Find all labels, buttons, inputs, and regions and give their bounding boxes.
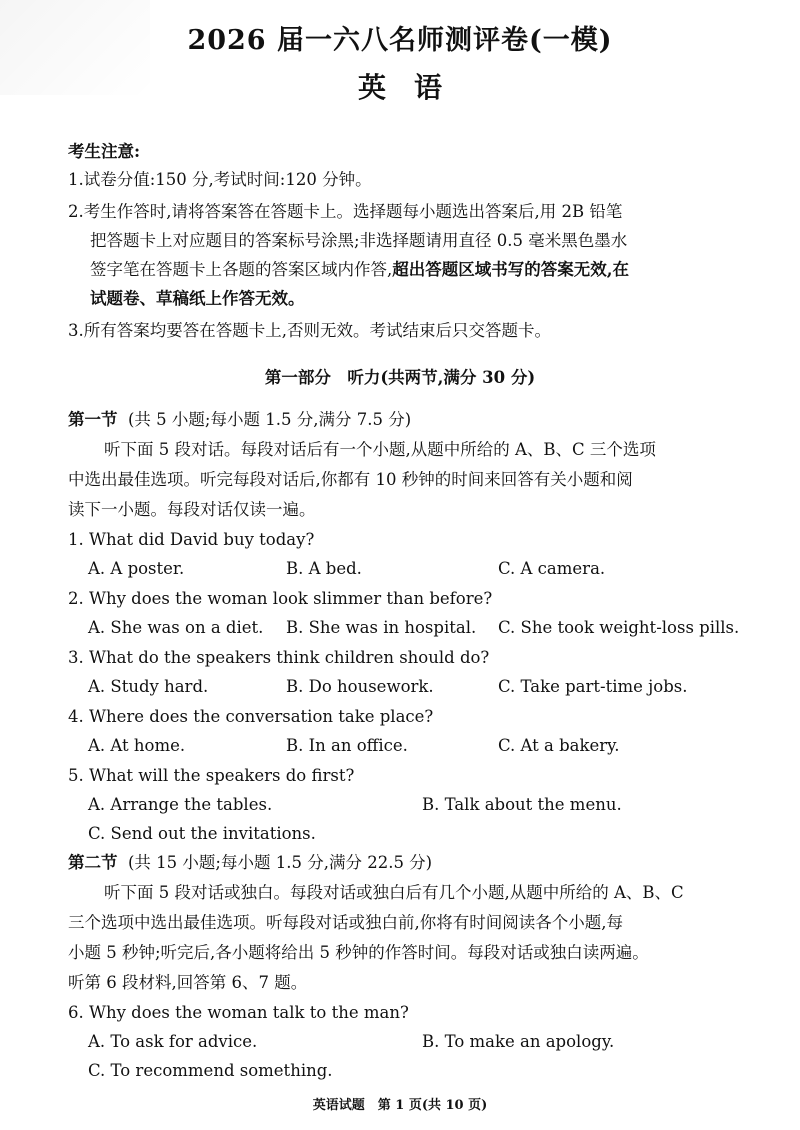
- part-1-title: 第一部分 听力(共两节,满分 30 分): [264, 368, 536, 387]
- exam-title: 2026 届一六八名师测评卷(一模): [187, 25, 613, 56]
- notice-item-2-line-4: 试题卷、草稿纸上作答无效。: [90, 289, 305, 308]
- question-1: 1. What did David buy today?: [68, 530, 315, 549]
- question-2: 2. Why does the woman look slimmer than before?: [68, 589, 493, 608]
- section-2-info: (共 15 小题;每小题 1.5 分,满分 22.5 分): [128, 853, 433, 872]
- question-3-option-b: B. Do housework.: [286, 677, 434, 696]
- question-4-option-b: B. In an office.: [286, 736, 408, 755]
- question-3-option-a: A. Study hard.: [88, 677, 209, 696]
- question-6: 6. Why does the woman talk to the man?: [68, 1003, 409, 1022]
- section-2-instruction-line-4: 听第 6 段材料,回答第 6、7 题。: [68, 973, 308, 992]
- section-2-instruction-line-1: 听下面 5 段对话或独白。每段对话或独白后有几个小题,从题中所给的 A、B、C: [104, 883, 684, 902]
- question-4-option-c: C. At a bakery.: [498, 736, 620, 755]
- question-2-option-c: C. She took weight-loss pills.: [498, 618, 740, 637]
- notice-item-2-line-3-bold: 超出答题区域书写的答案无效,在: [392, 260, 629, 279]
- question-1-option-b: B. A bed.: [286, 559, 362, 578]
- notice-item-2-line-3: [90, 258, 629, 282]
- question-4-option-a: A. At home.: [88, 736, 186, 755]
- section-1-header: [68, 408, 411, 432]
- section-1-instruction-line-3: 读下一小题。每段对话仅读一遍。: [68, 500, 316, 519]
- section-1-instruction-line-2: 中选出最佳选项。听完每段对话后,你都有 10 秒钟的时间来回答有关小题和阅: [68, 470, 633, 489]
- notice-item-2-line-1: 2.考生作答时,请将答案答在答题卡上。选择题每小题选出答案后,用 2B 铅笔: [68, 202, 623, 221]
- question-6-option-c: C. To recommend something.: [88, 1061, 333, 1080]
- notice-heading: 考生注意:: [68, 142, 141, 161]
- question-5-option-b: B. Talk about the menu.: [422, 795, 622, 814]
- section-1-info: (共 5 小题;每小题 1.5 分,满分 7.5 分): [128, 410, 412, 429]
- question-3: 3. What do the speakers think children should do?: [68, 648, 490, 667]
- section-2-header: [68, 851, 432, 875]
- question-2-option-b: B. She was in hospital.: [286, 618, 477, 637]
- question-5: 5. What will the speakers do first?: [68, 766, 355, 785]
- question-1-option-a: A. A poster.: [88, 559, 185, 578]
- notice-item-2-line-2: 把答题卡上对应题目的答案标号涂黑;非选择题请用直径 0.5 毫米黑色墨水: [90, 231, 628, 250]
- notice-item-1: 1.试卷分值:150 分,考试时间:120 分钟。: [68, 170, 372, 189]
- question-6-option-a: A. To ask for advice.: [88, 1032, 258, 1051]
- question-5-option-c: C. Send out the invitations.: [88, 824, 316, 843]
- question-3-option-c: C. Take part-time jobs.: [498, 677, 688, 696]
- section-1-instruction-line-1: 听下面 5 段对话。每段对话后有一个小题,从题中所给的 A、B、C 三个选项: [104, 440, 656, 459]
- section-2-instruction-line-2: 三个选项中选出最佳选项。听每段对话或独白前,你将有时间阅读各个小题,每: [68, 913, 623, 932]
- section-1-heading: 第一节: [68, 410, 118, 429]
- subject-title: 英语: [357, 71, 470, 104]
- section-2-instruction-line-3: 小题 5 秒钟;听完后,各小题将给出 5 秒钟的作答时间。每段对话或独白读两遍。: [68, 943, 649, 962]
- question-5-option-a: A. Arrange the tables.: [88, 795, 273, 814]
- question-6-option-b: B. To make an apology.: [422, 1032, 615, 1051]
- question-1-option-c: C. A camera.: [498, 559, 606, 578]
- question-4: 4. Where does the conversation take place?: [68, 707, 434, 726]
- notice-item-2-line-3-normal: 签字笔在答题卡上各题的答案区域内作答,: [90, 260, 393, 279]
- notice-item-3: 3.所有答案均要答在答题卡上,否则无效。考试结束后只交答题卡。: [68, 321, 551, 340]
- page-footer: 英语试题 第 1 页(共 10 页): [312, 1098, 488, 1113]
- section-2-heading: 第二节: [68, 853, 118, 872]
- question-2-option-a: A. She was on a diet.: [88, 618, 264, 637]
